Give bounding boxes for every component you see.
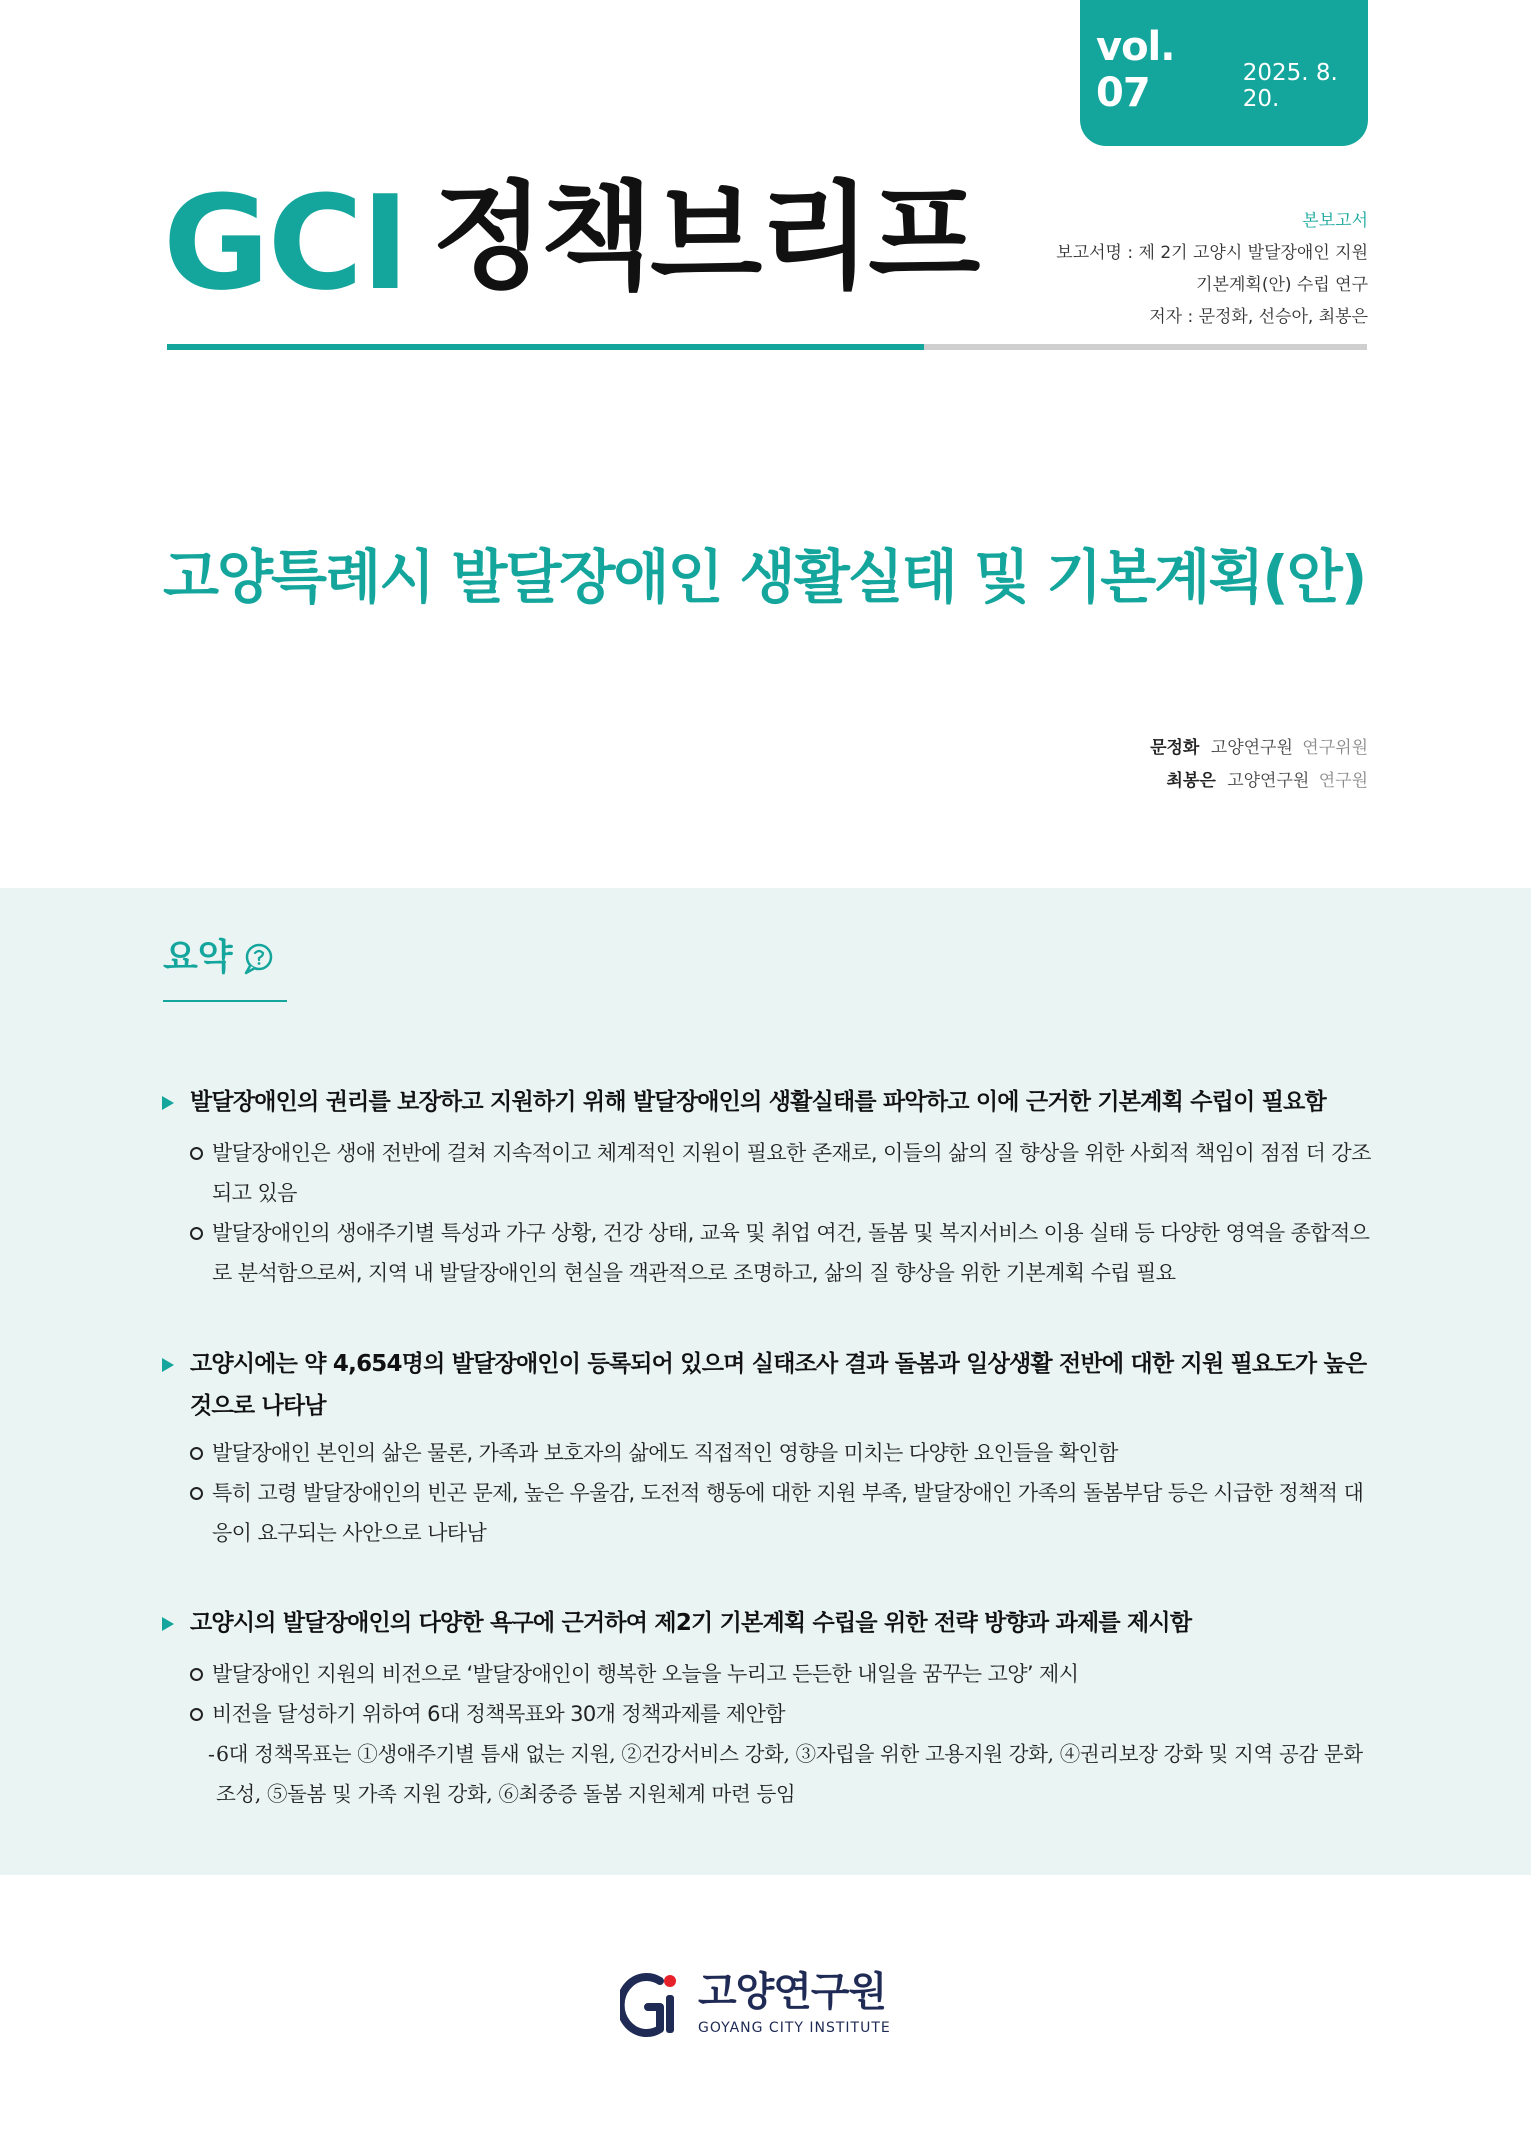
list-item: 발달장애인 본인의 삶은 물론, 가족과 보호자의 삶에도 직접적인 영향을 미치는 다양한 요인들을 확인함 — [160, 1433, 1372, 1473]
list-item: 발달장애인 지원의 비전으로 ‘발달장애인이 행복한 오늘을 누리고 든든한 내일을 꿈꾸는 고양’ 제시 — [160, 1654, 1372, 1694]
list-item: 발달장애인은 생애 전반에 걸쳐 지속적이고 체계적인 지원이 필요한 존재로, 이들의 삶의 질 향상을 위한 사회적 책임이 점점 더 강조되고 있음 — [160, 1133, 1372, 1213]
institute-name-en: GOYANG CITY INSTITUTE — [698, 2020, 891, 2036]
author-org: 고양연구원 — [1210, 738, 1293, 758]
report-info-line: 보고서명 : 제 2기 고양시 발달장애인 지원 — [1056, 243, 1368, 263]
gi-logo-icon — [620, 1965, 686, 2043]
institute-logo — [620, 1965, 891, 2043]
author-role: 연구위원 — [1302, 738, 1368, 758]
list-item: 특히 고령 발달장애인의 빈곤 문제, 높은 우울감, 도전적 행동에 대한 지원 부족, 발달장애인 가족의 돌봄부담 등은 시급한 정책적 대응이 요구되는 사안으로 나타남 — [160, 1473, 1372, 1553]
list-subitem: - 6대 정책목표는 ①생애주기별 틈새 없는 지원, ②건강서비스 강화, ③자립을 위한 고용지원 강화, ④권리보장 강화 및 지역 공감 문화 조성, ⑤돌봄 및 가족 지원 강화, ⑥최중증 돌봄 지원체계 마련 등임 — [208, 1742, 1363, 1806]
summary-underline — [163, 1000, 287, 1002]
summary-heading-text: 요약 — [163, 937, 233, 978]
report-info-line: 기본계획(안) 수립 연구 — [1196, 275, 1368, 295]
section-heading: 고양시에는 약 4,654명의 발달장애인이 등록되어 있으며 실태조사 결과 돌봄과 일상생활 전반에 대한 지원 필요도가 높은 것으로 나타남 — [160, 1343, 1372, 1427]
author-name: 문정화 — [1150, 738, 1200, 758]
summary-section — [160, 1602, 1372, 1814]
speech-bubble-icon — [241, 942, 275, 976]
institute-name: 고양연구원 — [698, 1969, 887, 2015]
summary-section — [160, 1343, 1372, 1553]
circle-bullet-icon — [190, 1227, 203, 1240]
page-title: 고양특례시 발달장애인 생활실태 및 기본계획(안) — [163, 543, 1366, 611]
series-logo: GCI — [163, 167, 408, 319]
author-list — [1150, 732, 1368, 798]
circle-bullet-icon — [190, 1147, 203, 1160]
issue-date: 2025. 8. 20. — [1242, 60, 1338, 112]
triangle-bullet-icon — [162, 1358, 174, 1372]
summary-section — [160, 1081, 1372, 1293]
triangle-bullet-icon — [162, 1096, 174, 1110]
circle-bullet-icon — [190, 1487, 203, 1500]
report-info-line: 저자 : 문정화, 선승아, 최봉은 — [1149, 307, 1368, 327]
author-name: 최봉은 — [1166, 771, 1216, 791]
section-heading: 발달장애인의 권리를 보장하고 지원하기 위해 발달장애인의 생활실태를 파악하고 이에 근거한 기본계획 수립이 필요함 — [160, 1081, 1372, 1123]
report-info — [1056, 205, 1368, 333]
brief-title: 정책브리프 — [432, 170, 978, 305]
triangle-bullet-icon — [162, 1617, 174, 1631]
volume-tab — [1080, 0, 1368, 146]
summary-heading — [163, 937, 275, 978]
circle-bullet-icon — [190, 1668, 203, 1681]
list-item: 비전을 달성하기 위하여 6대 정책목표와 30개 정책과제를 제안함 — [160, 1694, 1372, 1734]
header-divider — [167, 344, 1367, 350]
circle-bullet-icon — [190, 1708, 203, 1721]
author-line — [1150, 765, 1368, 798]
author-line — [1150, 732, 1368, 765]
author-role: 연구원 — [1318, 771, 1368, 791]
report-info-label: 본보고서 — [1302, 211, 1368, 231]
circle-bullet-icon — [190, 1447, 203, 1460]
author-org: 고양연구원 — [1227, 771, 1310, 791]
section-heading: 고양시의 발달장애인의 다양한 욕구에 근거하여 제2기 기본계획 수립을 위한 전략 방향과 과제를 제시함 — [160, 1602, 1372, 1644]
list-item: 발달장애인의 생애주기별 특성과 가구 상황, 건강 상태, 교육 및 취업 여건, 돌봄 및 복지서비스 이용 실태 등 다양한 영역을 종합적으로 분석함으로써, 지역 내 발달장애인의 현실을 객관적으로 조명하고, 삶의 질 향상을 위한 기본계획 수립 필요 — [160, 1213, 1372, 1293]
volume-number: vol. 07 — [1096, 24, 1175, 116]
